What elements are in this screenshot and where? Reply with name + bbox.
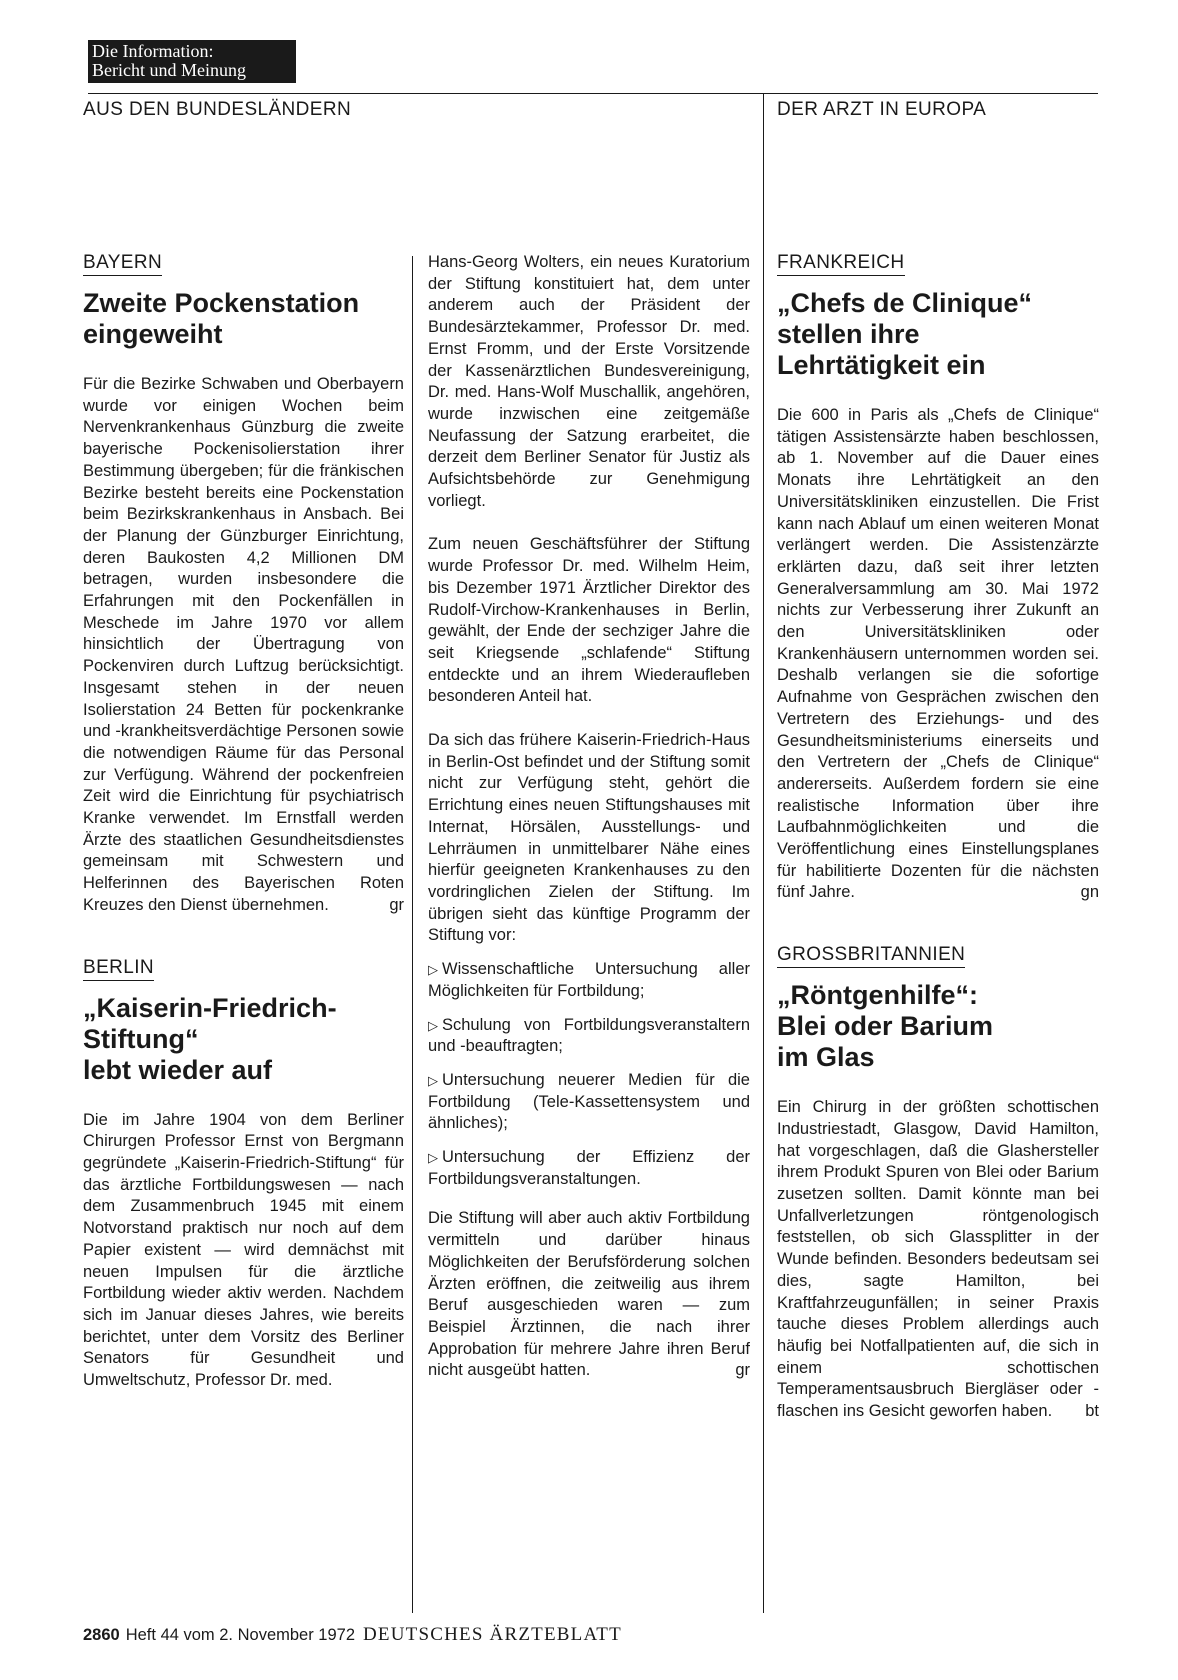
- author-signature: gr: [389, 895, 404, 914]
- article-berlin: [83, 957, 404, 1392]
- list-item: [428, 959, 750, 1002]
- program-list: [428, 959, 750, 1190]
- author-signature: gr: [735, 1361, 750, 1380]
- journal-name: DEUTSCHES ÄRZTEBLATT: [363, 1624, 622, 1645]
- headline-frankreich: [777, 288, 1099, 381]
- body-text: Die Stiftung will aber auch aktiv Fortbildung vermitteln und darüber hinaus Möglichkeiten der Berufsförderung solchen Ärzten eröffnen, die zeitweilig aus ihrem Beruf ausgeschieden waren — zum Beispiel Ärztinnen, die nach ihrer Approbation für mehrere Jahre ihren Beruf nicht ausgeübt hatten.: [428, 1209, 750, 1380]
- column-divider-europe: [763, 93, 764, 1613]
- headline-grossbritannien: [777, 980, 1099, 1073]
- headline-line: Blei oder Barium: [777, 1011, 994, 1042]
- kicker-grossbritannien: GROSSBRITANNIEN: [777, 944, 965, 968]
- headline-line: Lehrtätigkeit ein: [777, 350, 986, 380]
- page-footer: [83, 1624, 622, 1646]
- headline-berlin: [83, 993, 404, 1086]
- top-rule: [88, 93, 1098, 94]
- bullet-arrow-icon: ▷: [428, 1150, 438, 1166]
- rubric-label-line1: Die Information:: [92, 41, 214, 61]
- article-frankreich: [777, 252, 1099, 904]
- rubric-label-line2: Bericht und Meinung: [92, 60, 246, 80]
- article-bayern: [83, 252, 404, 917]
- body-berlin-part4: Da sich das frühere Kaiserin-Friedrich-Haus in Berlin-Ost befindet und der Stiftung somit nicht zur Verfügung steht, gehört die Errichtung eines neuen Stiftungshauses mit Internat, Hörsälen, Ausstellungs- und Lehrräumen in unmittelbarer Nähe eines hierfür geeigneten Krankenhauses zu den vordringlichen Zielen der Stiftung. Im übrigen sieht das künftige Programm der Stiftung vor:: [428, 731, 750, 945]
- body-berlin-part1: Die im Jahre 1904 von dem Berliner Chirurgen Professor Ernst von Bergmann gegründete „Kaiserin-Friedrich-Stiftung“ für das ärztliche Fortbildungswesen — nach dem Zusammenbruch 1945 mit einem Notvorstand praktisch nur noch auf dem Papier existent — wird demnächst mit neuen Impulsen für die ärztliche Fortbildung wieder aktiv werden. Nachdem sich im Januar dieses Jahres, wie bereits berichtet, unter dem Vorsitz des Berliner Senators für Gesundheit und Umweltschutz, Professor Dr. med.: [83, 1110, 404, 1390]
- article-grossbritannien: [777, 944, 1099, 1423]
- bullet-arrow-icon: ▷: [428, 962, 438, 978]
- headline-line: „Chefs de Clinique“: [777, 288, 1033, 318]
- kicker-bayern: BAYERN: [83, 252, 162, 276]
- body-frankreich: Die 600 in Paris als „Chefs de Clinique“ tätigen Assistensärzte haben beschlossen, ab 1. November auf die Dauer eines Monats ihre Lehrtätigkeit an den Universitätskliniken einzustellen. Die Frist kann nach Ablauf um einen weiteren Monat verlängert werden. Die Assistenzärzte erklärten dazu, daß seit ihrer letzten Generalversammlung am 30. Mai 1972 nichts zur Verbesserung ihrer Zukunft an den Universitätskliniken oder Krankenhäusern unternommen worden sei. Deshalb verlangen sie die sofortige Aufnahme von Gesprächen zwischen den Vertretern des Erziehungs- und des Gesundheitsministeriums einerseits und den Vertretern der „Chefs de Clinique“ andererseits. Außerdem fordern sie eine realistische Information über ihre Laufbahnmöglichkeiten und die Veröffentlichung eines Einstellungsplanes für habilitierte Dozenten für die nächsten fünf Jahre.: [777, 406, 1099, 902]
- headline-line: stellen ihre: [777, 319, 920, 349]
- headline-bayern: [83, 288, 404, 350]
- body-bayern: [83, 374, 404, 917]
- body-berlin-part3: Zum neuen Geschäftsführer der Stiftung wurde Professor Dr. med. Wilhelm Heim, bis Dezember 1971 Ärztlicher Direktor des Rudolf-Virchow-Krankenhauses in Berlin, gewählt, der Ende der sechziger Jahre die seit Kriegsende „schlafende“ Stiftung entdeckte und an ihrem Wiederaufleben besonderen Anteil hat.: [428, 535, 750, 706]
- list-item: [428, 1070, 750, 1135]
- headline-line: im Glas: [777, 1042, 875, 1073]
- page-number: 2860: [83, 1626, 120, 1644]
- headline-line: Zweite Pockenstation: [83, 288, 360, 318]
- headline-line: eingeweiht: [83, 319, 223, 349]
- headline-line: Stiftung“: [83, 1023, 199, 1054]
- column-3: [777, 252, 1099, 1423]
- list-item: [428, 1015, 750, 1058]
- issue-info: Heft 44 vom 2. November 1972: [125, 1626, 356, 1644]
- body-berlin-part5: [428, 1208, 750, 1382]
- list-item-text: Wissenschaftliche Untersuchung aller Möglichkeiten für Fortbildung;: [428, 960, 750, 1000]
- body-grossbritannien: Ein Chirurg in der größten schottischen Industriestadt, Glasgow, David Hamilton, hat vorgeschlagen, daß die Glashersteller ihrem Produkt Spuren von Blei oder Barium zusetzen sollten. Damit könnte man bei Unfallverletzungen röntgenologisch feststellen, ob sich Glassplitter in der Wunde befinden. Besonders bedeutsam sei dies, sagte Hamilton, bei Kraftfahrzeugunfällen; in seiner Praxis tauche dieses Problem allerdings auch häufig bei Notfallpatienten auf, die sich in einem schottischen Temperamentsausbruch Biergläser oder -flaschen ins Gesicht geworfen haben.: [777, 1098, 1099, 1421]
- headline-line: lebt wieder auf: [83, 1054, 273, 1085]
- headline-line: „Röntgenhilfe“:: [777, 980, 978, 1011]
- rubric-label: [88, 40, 296, 83]
- body-text: Für die Bezirke Schwaben und Oberbayern wurde vor einigen Wochen beim Nervenkrankenhaus Günzburg die zweite bayerische Pockenisolierstation ihrer Bestimmung übergeben; für die fränkischen Bezirke besteht bereits eine Pockenstation beim Bezirkskrankenhaus in Ansbach. Bei der Planung der Günzburger Einrichtung, deren Baukosten 4,2 Millionen DM betragen, wurden insbesondere die Erfahrungen mit den Pockenfällen in Meschede im Jahre 1970 vor allem hinsichtlich der Übertragung von Pockenviren durch Luftzug berücksichtigt. Insgesamt stehen in der neuen Isolierstation 24 Betten für pockenkranke und -krankheitsverdächtige Personen sowie die notwendigen Räume für das Personal zur Verfügung. Während der pockenfreien Zeit wird die Einrichtung für psychiatrisch Kranke verwendet. Im Ernstfall werden Ärzte des staatlichen Gesundheitsdienstes gemeinsam mit Schwestern und Helferinnen des Bayerischen Roten Kreuzes den Dienst übernehmen.: [83, 375, 404, 914]
- list-item-text: Untersuchung neuerer Medien für die Fortbildung (Tele-Kassettensystem und ähnliches);: [428, 1070, 750, 1133]
- section-title-europa: DER ARZT IN EUROPA: [777, 99, 987, 120]
- body-berlin-part2: Hans-Georg Wolters, ein neues Kuratorium der Stiftung konstituiert hat, dem unter anderem auch der Präsident der Bundesärztekammer, Professor Dr. med. Ernst Fromm, und der Erste Vorsitzende der Kassenärztlichen Bundesvereinigung, Dr. med. Hans-Wolf Muschallik, angehören, wurde inzwischen eine zeitgemäße Neufassung der Satzung erarbeitet, die derzeit dem Berliner Senator für Justiz als Aufsichtsbehörde zur Genehmigung vorliegt.: [428, 253, 750, 510]
- column-2: [428, 252, 750, 1382]
- section-title-bundeslaender: AUS DEN BUNDESLÄNDERN: [83, 99, 352, 120]
- list-item-text: Schulung von Fortbildungsveranstaltern und -beauftragten;: [428, 1015, 750, 1056]
- kicker-frankreich: FRANKREICH: [777, 252, 905, 276]
- kicker-berlin: BERLIN: [83, 957, 154, 981]
- author-signature: gn: [1080, 883, 1099, 902]
- bullet-arrow-icon: ▷: [428, 1017, 438, 1033]
- list-item-text: Untersuchung der Effizienz der Fortbildungsveranstaltungen.: [428, 1148, 750, 1188]
- author-signature: bt: [1085, 1401, 1099, 1420]
- headline-line: „Kaiserin-Friedrich-: [83, 992, 337, 1023]
- bullet-arrow-icon: ▷: [428, 1072, 438, 1088]
- column-divider-middle: [412, 256, 413, 1613]
- list-item: [428, 1147, 750, 1190]
- column-1: [83, 252, 404, 1392]
